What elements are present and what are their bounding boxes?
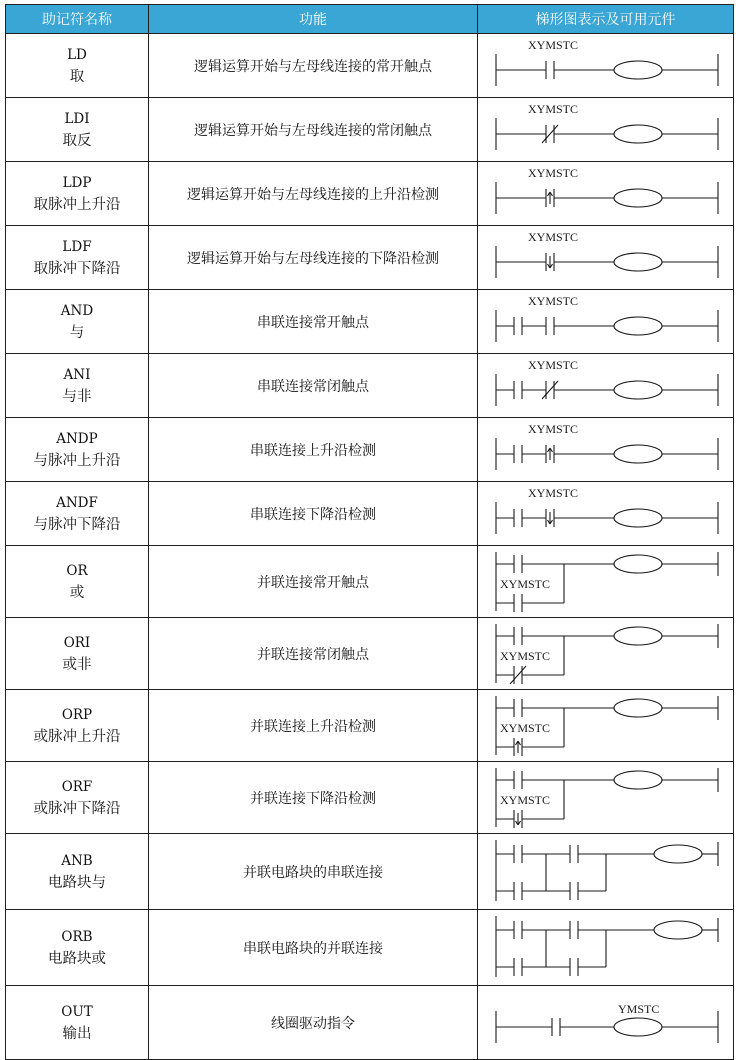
header-function: 功能 — [149, 5, 478, 34]
coil-symbol — [614, 509, 662, 527]
mnemonic-code: ORP — [61, 706, 93, 723]
function-cell: 串联连接上升沿检测 — [149, 418, 478, 482]
ladder-diagram-cell — [478, 290, 734, 354]
mnemonic-cell — [6, 910, 149, 986]
table-row — [6, 290, 734, 354]
ladder-diagram — [486, 290, 726, 353]
mnemonic-name: 或脉冲下降沿 — [33, 800, 121, 817]
mnemonic-name: 取反 — [62, 132, 92, 149]
ladder-diagram-cell — [478, 354, 734, 418]
table-row — [6, 910, 734, 986]
ladder-diagram-cell — [478, 690, 734, 762]
table-row — [6, 98, 734, 162]
ladder-diagram-cell — [478, 986, 734, 1060]
ladder-diagram-cell — [478, 34, 734, 98]
coil-symbol — [614, 555, 662, 573]
table-row — [6, 226, 734, 290]
coil-symbol — [614, 189, 662, 207]
mnemonic-code: ANDF — [56, 494, 98, 511]
mnemonic-code: LDF — [62, 238, 92, 255]
mnemonic-code: LDI — [64, 110, 90, 127]
coil-symbol — [614, 381, 662, 399]
coil-symbol — [614, 1018, 662, 1036]
ladder-diagram — [486, 618, 726, 689]
mnemonic-name: 与非 — [62, 388, 92, 405]
mnemonic-name: 与脉冲上升沿 — [33, 452, 121, 469]
ladder-diagram-cell — [478, 618, 734, 690]
mnemonic-name: 电路块与 — [48, 874, 106, 891]
mnemonic-code: ORI — [63, 634, 91, 651]
mnemonic-code: ANDP — [56, 430, 98, 447]
function-cell: 并联连接上升沿检测 — [149, 690, 478, 762]
function-cell: 串联电路块的并联连接 — [149, 910, 478, 986]
mnemonic-name: 电路块或 — [48, 950, 106, 967]
table-row — [6, 418, 734, 482]
ladder-diagram-cell — [478, 910, 734, 986]
function-cell: 并联连接常闭触点 — [149, 618, 478, 690]
table-body — [6, 34, 734, 1060]
ladder-diagram — [486, 354, 726, 417]
element-label: XYMSTC — [527, 166, 578, 180]
ladder-diagram — [486, 226, 726, 289]
element-label: XYMSTC — [499, 577, 550, 591]
function-cell: 逻辑运算开始与左母线连接的上升沿检测 — [149, 162, 478, 226]
element-label: XYMSTC — [527, 230, 578, 244]
mnemonic-code: ANB — [61, 852, 93, 869]
coil-symbol — [654, 921, 702, 939]
mnemonic-cell — [6, 482, 149, 546]
mnemonic-cell — [6, 762, 149, 834]
mnemonic-name: 输出 — [62, 1025, 92, 1042]
mnemonic-name: 取脉冲上升沿 — [33, 196, 121, 213]
function-cell: 串联连接常开触点 — [149, 290, 478, 354]
table-row — [6, 162, 734, 226]
ladder-diagram — [486, 162, 726, 225]
mnemonic-cell — [6, 34, 149, 98]
table-row — [6, 834, 734, 910]
element-label: YMSTC — [617, 1002, 659, 1016]
table-row — [6, 354, 734, 418]
mnemonic-cell — [6, 290, 149, 354]
mnemonic-code: OR — [66, 562, 88, 579]
function-cell: 并联连接常开触点 — [149, 546, 478, 618]
ladder-diagram-cell — [478, 98, 734, 162]
mnemonic-name: 与脉冲下降沿 — [33, 516, 121, 533]
function-cell: 逻辑运算开始与左母线连接的常闭触点 — [149, 98, 478, 162]
function-cell: 逻辑运算开始与左母线连接的下降沿检测 — [149, 226, 478, 290]
mnemonic-cell — [6, 618, 149, 690]
table-row — [6, 618, 734, 690]
coil-symbol — [614, 125, 662, 143]
mnemonic-cell — [6, 986, 149, 1060]
mnemonic-code: ORF — [61, 778, 93, 795]
element-label: XYMSTC — [499, 721, 550, 735]
ladder-diagram — [486, 762, 726, 833]
mnemonic-name: 或非 — [62, 656, 92, 673]
ladder-diagram — [486, 98, 726, 161]
ladder-diagram — [486, 482, 726, 545]
table-row — [6, 546, 734, 618]
mnemonic-cell — [6, 98, 149, 162]
table-row — [6, 482, 734, 546]
coil-symbol — [614, 699, 662, 717]
function-cell: 并联电路块的串联连接 — [149, 834, 478, 910]
mnemonic-cell — [6, 834, 149, 910]
coil-symbol — [614, 445, 662, 463]
mnemonic-cell — [6, 546, 149, 618]
mnemonic-cell — [6, 418, 149, 482]
coil-symbol — [614, 771, 662, 789]
ladder-diagram — [486, 834, 726, 909]
mnemonic-code: LDP — [62, 174, 92, 191]
mnemonic-name: 与 — [69, 324, 85, 341]
coil-symbol — [654, 845, 702, 863]
function-cell: 逻辑运算开始与左母线连接的常开触点 — [149, 34, 478, 98]
table-header-row — [6, 5, 734, 34]
element-label: XYMSTC — [499, 793, 550, 807]
coil-symbol — [614, 627, 662, 645]
element-label: XYMSTC — [527, 102, 578, 116]
ladder-diagram-cell — [478, 762, 734, 834]
table-row — [6, 986, 734, 1060]
table-row — [6, 34, 734, 98]
ladder-diagram — [486, 418, 726, 481]
mnemonic-cell — [6, 354, 149, 418]
mnemonic-code: OUT — [61, 1003, 93, 1020]
coil-symbol — [614, 317, 662, 335]
element-label: XYMSTC — [527, 422, 578, 436]
mnemonic-code: ANI — [63, 366, 91, 383]
ladder-diagram-cell — [478, 162, 734, 226]
ladder-diagram — [486, 690, 726, 761]
element-label: XYMSTC — [527, 294, 578, 308]
ladder-diagram-cell — [478, 482, 734, 546]
mnemonic-name: 取脉冲下降沿 — [33, 260, 121, 277]
function-cell: 串联连接下降沿检测 — [149, 482, 478, 546]
table-row — [6, 762, 734, 834]
ladder-diagram-cell — [478, 834, 734, 910]
mnemonic-name: 取 — [69, 68, 85, 85]
table-row — [6, 690, 734, 762]
ladder-diagram-cell — [478, 226, 734, 290]
element-label: XYMSTC — [499, 649, 550, 663]
mnemonic-name: 或 — [69, 584, 85, 601]
element-label: XYMSTC — [527, 486, 578, 500]
mnemonic-code: AND — [60, 302, 94, 319]
header-mnemonic: 助记符名称 — [6, 5, 149, 34]
function-cell: 线圈驱动指令 — [149, 986, 478, 1060]
mnemonic-code: ORB — [61, 928, 93, 945]
ladder-diagram-cell — [478, 418, 734, 482]
mnemonic-code: LD — [67, 46, 87, 63]
mnemonic-cell — [6, 162, 149, 226]
mnemonic-name: 或脉冲上升沿 — [33, 728, 121, 745]
element-label: XYMSTC — [527, 38, 578, 52]
ladder-diagram — [486, 910, 726, 985]
element-label: XYMSTC — [527, 358, 578, 372]
mnemonic-cell — [6, 226, 149, 290]
ladder-diagram — [486, 34, 726, 97]
coil-symbol — [614, 253, 662, 271]
instruction-table — [5, 4, 734, 1060]
function-cell: 并联连接下降沿检测 — [149, 762, 478, 834]
ladder-diagram — [486, 986, 726, 1059]
header-ladder-diagram: 梯形图表示及可用元件 — [478, 5, 734, 34]
ladder-diagram-cell — [478, 546, 734, 618]
ladder-diagram — [486, 546, 726, 617]
function-cell: 串联连接常闭触点 — [149, 354, 478, 418]
mnemonic-cell — [6, 690, 149, 762]
coil-symbol — [614, 61, 662, 79]
